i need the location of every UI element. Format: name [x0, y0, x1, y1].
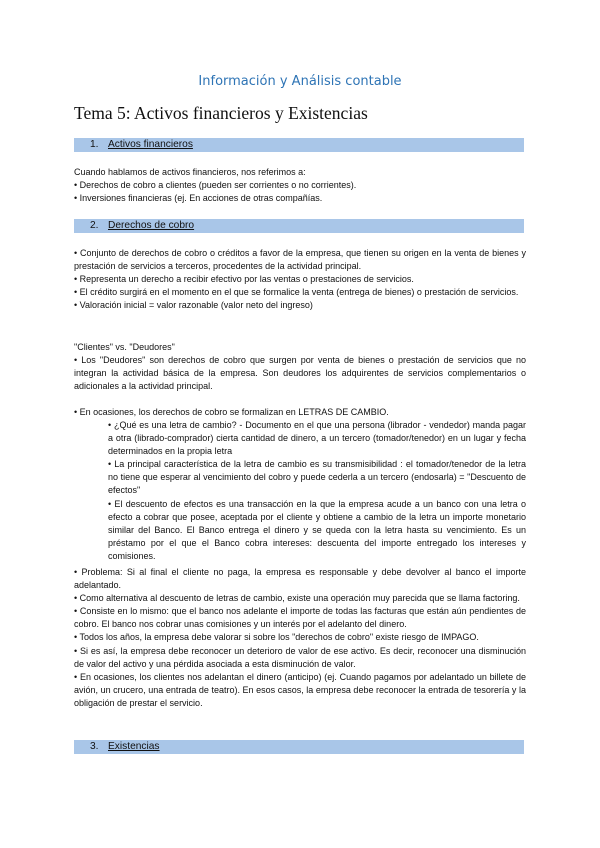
- section-number: 3.: [90, 741, 99, 752]
- paragraph: • Los "Deudores" son derechos de cobro que surgen por venta de bienes o prestación de servicios que no integran la actividad básica de la empresa. Son deudores los adquirentes de servicios complementarios o adicionales a la actividad principal.: [74, 355, 526, 392]
- clientes-vs-deudores: [74, 341, 526, 393]
- list-item: • Si es así, la empresa debe reconocer un deterioro de valor de ese activo. Es decir, reconocer una disminución de valor del activo y una pérdida asociada a esta disminución de valor.: [74, 645, 526, 669]
- section-number: 1.: [90, 139, 99, 150]
- letras-intro: [74, 406, 526, 419]
- list-item: • La principal característica de la letra de cambio es su transmisibilidad : el tomador/tenedor de la letra no tiene que esperar al vencimiento del cobro y puede cederla a un tercero (endosarla) = "Descuento de efectos": [108, 459, 526, 496]
- list-item: • El descuento de efectos es una transacción en la que la empresa acude a un banco con una letra o efecto a cobrar que posee, aceptada por el cliente y obtiene a cambio de la letra un importe monetario similar del Banco. El Banco entrega el dinero y se queda con la letra hasta su vencimiento. Es un préstamo por el que el Banco cobra intereses: descuenta del importe entregado los intereses y comisiones.: [108, 498, 526, 561]
- section-1-body: [74, 166, 526, 205]
- list-item: • Como alternativa al descuento de letras de cambio, existe una operación muy parecida que se llama factoring.: [74, 593, 520, 604]
- section-heading-activos-financieros: [74, 138, 524, 152]
- section-heading-derechos-de-cobro: [74, 219, 524, 233]
- section-label: Activos financieros: [108, 139, 193, 150]
- section-2-bullets-a: [74, 247, 526, 312]
- subheading: "Clientes" vs. "Deudores": [74, 342, 175, 352]
- section-number: 2.: [90, 220, 99, 231]
- letras-de-cambio-list: [108, 419, 526, 563]
- list-item: • El crédito surgirá en el momento en el que se formalice la venta (entrega de bienes) o prestación de servicios.: [74, 287, 519, 298]
- list-item: • En ocasiones, los clientes nos adelantan el dinero (anticipo) (ej. Cuando pagamos por adelantado un billete de avión, un crucero, una entrada de teatro). En esos casos, la empresa debe reconocer la entrada de tesorería y la obligación de prestar el servicio.: [74, 671, 526, 708]
- paragraph: Cuando hablamos de activos financieros, nos referimos a:: [74, 167, 306, 177]
- list-item: • Derechos de cobro a clientes (pueden ser corrientes o no corrientes).: [74, 180, 357, 191]
- list-item: • Valoración inicial = valor razonable (valor neto del ingreso): [74, 300, 313, 311]
- list-item: • Conjunto de derechos de cobro o créditos a favor de la empresa, que tienen su origen en la venta de bienes y prestación de servicios a terceros, procedentes de la actividad principal.: [74, 248, 526, 272]
- section-label: Derechos de cobro: [108, 220, 195, 231]
- list-item: • Inversiones financieras (ej. En acciones de otras compañías.: [74, 193, 323, 204]
- section-2-bullets-b: [74, 566, 526, 710]
- list-item: • Consiste en lo mismo: que el banco nos adelante el importe de todas las facturas que están aún pendientes de cobro. El banco nos cobrar unas comisiones y un interés por el adelanto del dinero.: [74, 606, 526, 630]
- list-item: • ¿Qué es una letra de cambio? - Documento en el que una persona (librador - vendedor) manda pagar a otra (librado-comprador) cierta cantidad de dinero, a un tercero (tomador/tenedor) en un lugar y fecha determinados en la propia letra: [108, 420, 526, 457]
- list-item: • Representa un derecho a recibir efectivo por las ventas o prestaciones de servicios.: [74, 274, 414, 285]
- page-title: Tema 5: Activos financieros y Existencias: [74, 103, 368, 123]
- document-header: Información y Análisis contable: [198, 74, 402, 89]
- list-item: • Todos los años, la empresa debe valorar si sobre los "derechos de cobro" existe riesgo de IMPAGO.: [74, 632, 479, 643]
- section-heading-existencias: [74, 740, 524, 754]
- list-item: • Problema: Si al final el cliente no paga, la empresa es responsable y debe devolver al banco el importe adelantado.: [74, 567, 526, 591]
- section-label: Existencias: [108, 741, 160, 752]
- list-item: • En ocasiones, los derechos de cobro se formalizan en LETRAS DE CAMBIO.: [74, 407, 389, 417]
